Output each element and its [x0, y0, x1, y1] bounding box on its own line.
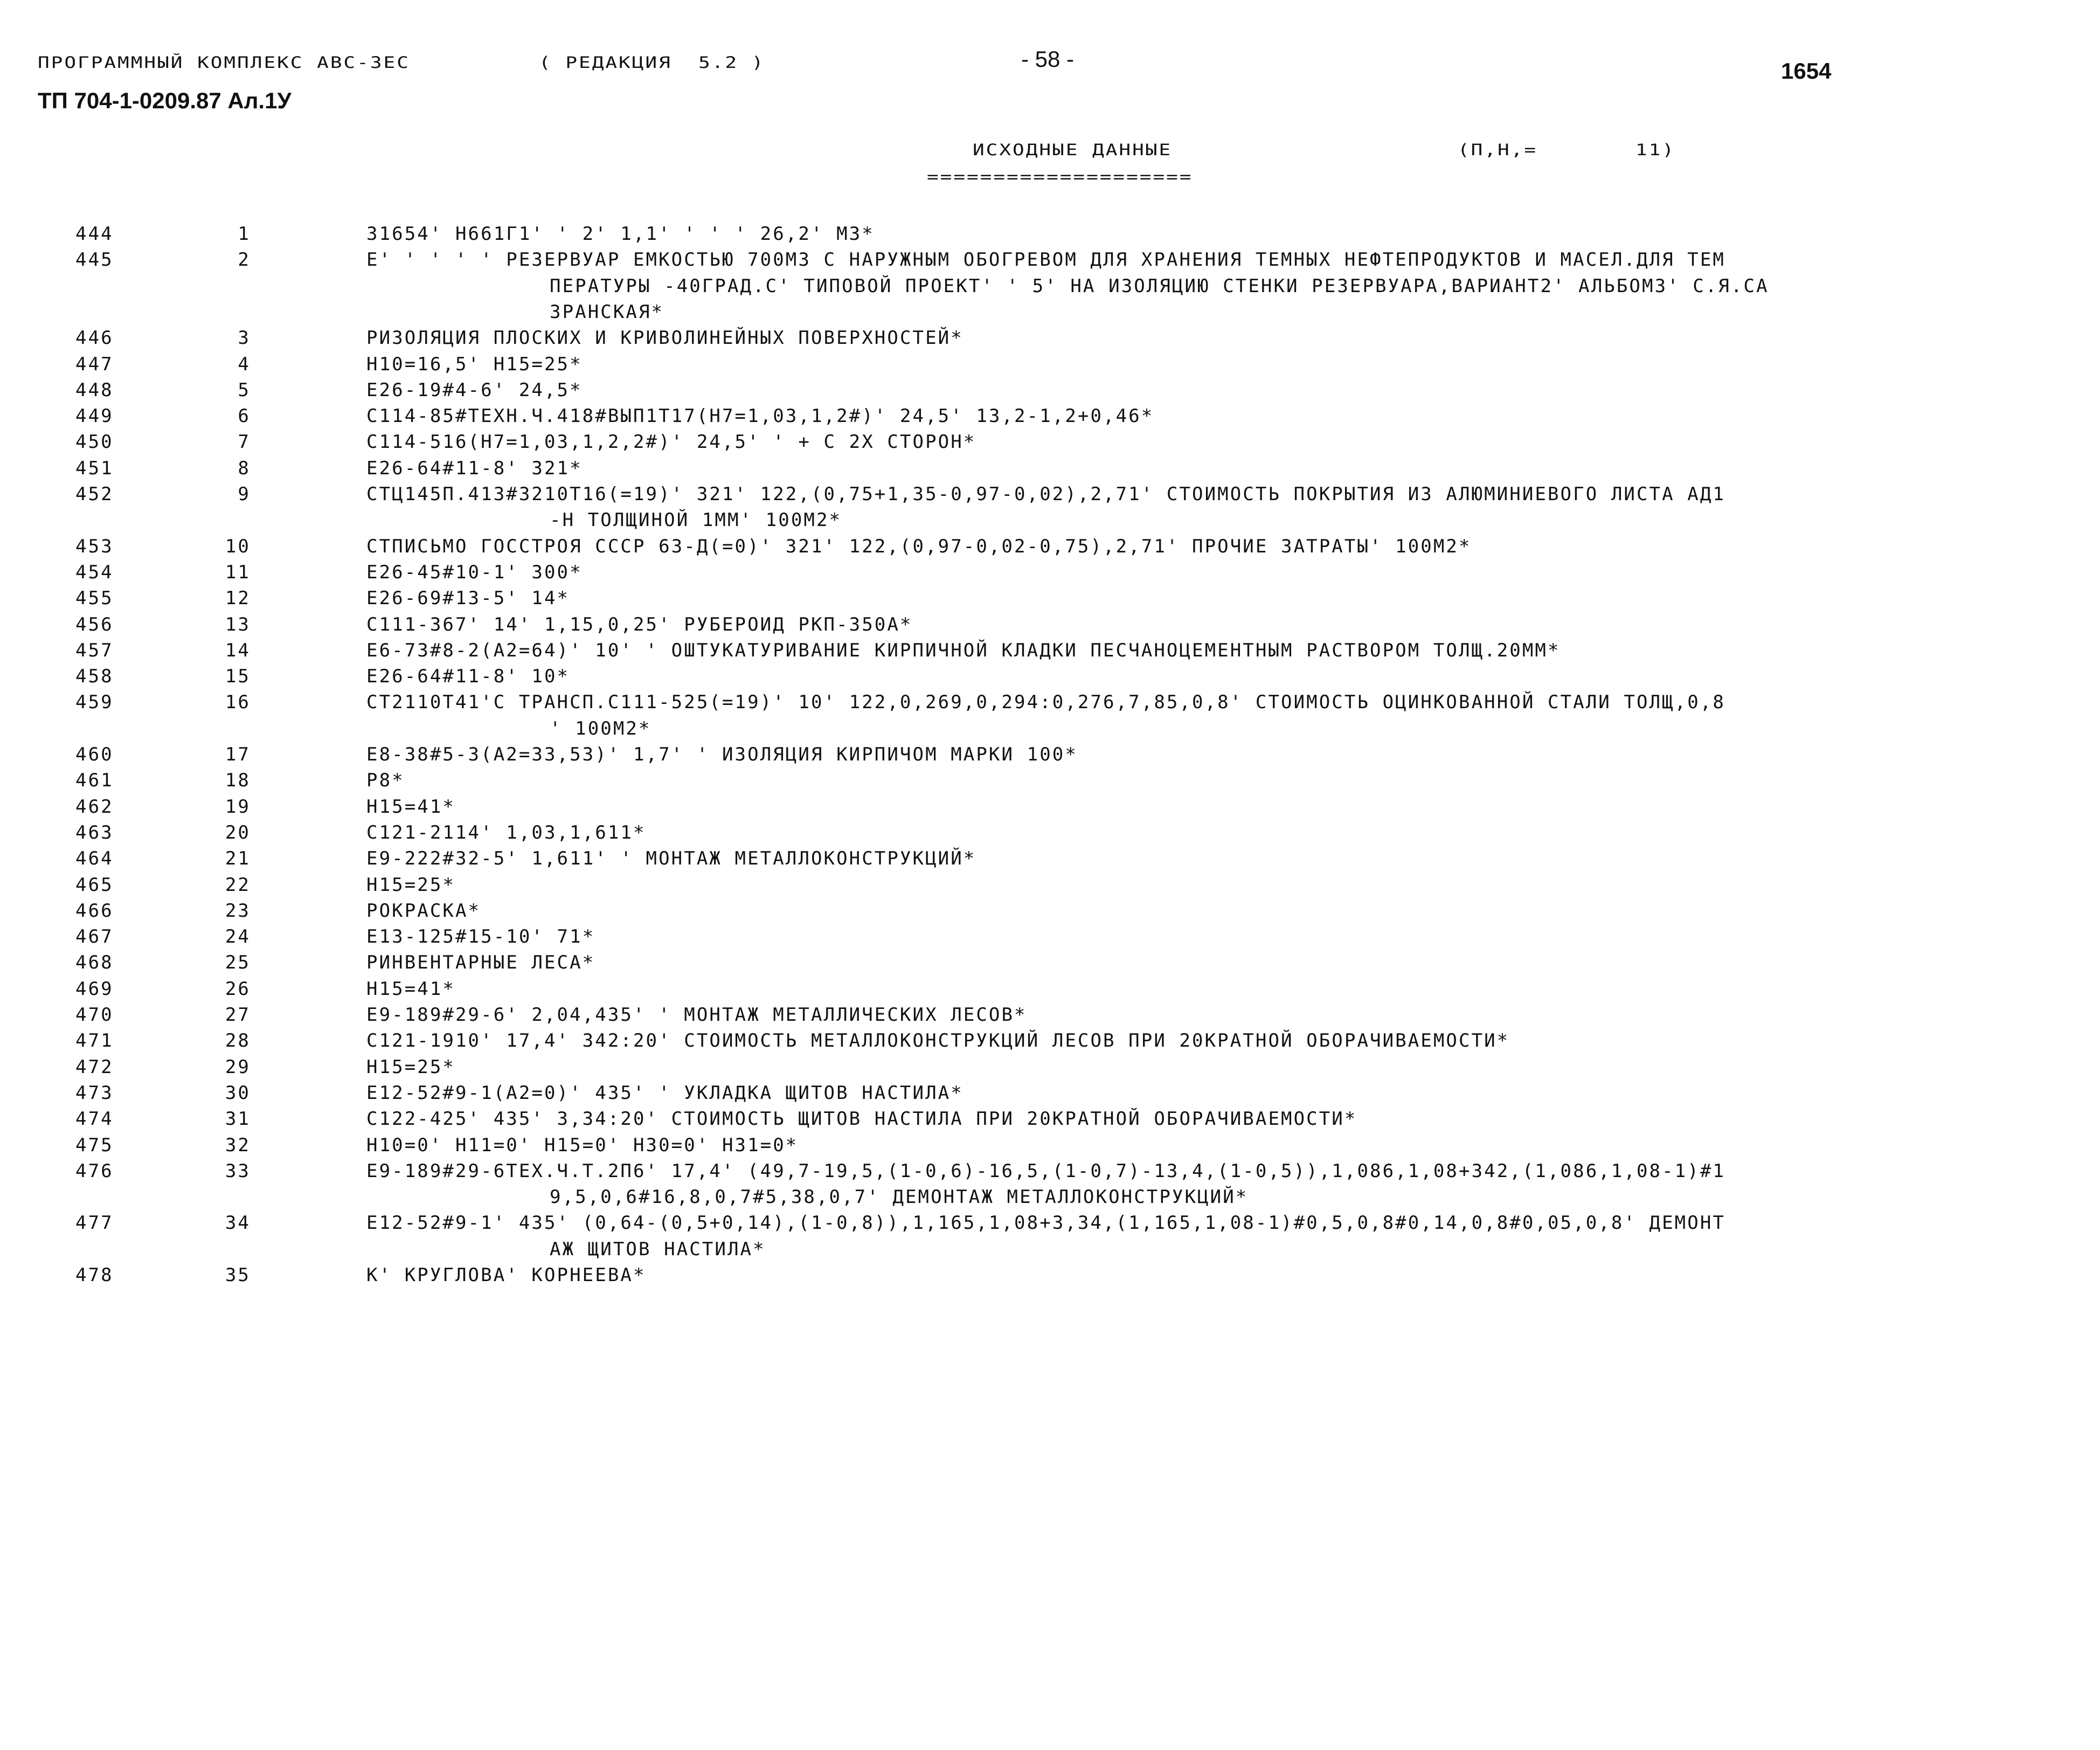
row-text: Н15=25* — [366, 874, 455, 896]
row-index: 31 — [225, 1108, 251, 1130]
row-index: 2 — [238, 249, 251, 271]
row-number: 465 — [75, 874, 114, 896]
row-number: 459 — [75, 691, 114, 714]
row-index: 19 — [225, 796, 251, 818]
row-index: 14 — [225, 639, 251, 661]
table-row — [0, 1132, 2100, 1158]
row-number: 477 — [75, 1212, 114, 1234]
row-text: Е26-64#11-8' 10* — [366, 666, 570, 688]
row-text-continuation: ПЕРАТУРЫ -40ГРАД.С' ТИПОВОЙ ПРОЕКТ' ' 5' НА ИЗОЛЯЦИЮ СТЕНКИ РЕЗЕРВУАРА,ВАРИАНТ2' АЛЬБОМ3' С.Я.СА — [550, 275, 1769, 297]
row-text: Е12-52#9-1(А2=0)' 435' ' УКЛАДКА ЩИТОВ НАСТИЛА* — [366, 1082, 964, 1104]
row-number: 449 — [75, 405, 114, 427]
table-row — [0, 612, 2100, 638]
row-text: Е13-125#15-10' 71* — [366, 926, 595, 948]
table-row — [0, 898, 2100, 924]
table-row — [0, 1106, 2100, 1132]
row-index: 35 — [225, 1264, 251, 1286]
row-text: Н15=25* — [366, 1056, 455, 1078]
table-row — [0, 221, 2100, 247]
row-number: 445 — [75, 249, 114, 271]
row-index: 26 — [225, 978, 251, 1000]
row-number: 478 — [75, 1264, 114, 1286]
table-row — [0, 481, 2100, 507]
row-text: Р8* — [366, 770, 405, 792]
sheet-number: 1654 — [1781, 58, 1832, 84]
project-code: ТП 704-1-0209.87 Ал.1У — [38, 88, 292, 113]
row-index: 11 — [225, 561, 251, 583]
table-row — [0, 950, 2100, 976]
section-value: 11) — [1635, 141, 1676, 160]
table-row — [0, 351, 2100, 377]
row-index: 9 — [238, 483, 251, 505]
row-index: 7 — [238, 431, 251, 453]
table-row — [0, 534, 2100, 559]
row-index: 20 — [225, 821, 251, 843]
row-index: 6 — [238, 405, 251, 427]
table-row — [0, 325, 2100, 351]
table-row — [0, 663, 2100, 689]
row-index: 18 — [225, 770, 251, 792]
row-text: С114-85#ТЕХН.Ч.418#ВЫП1Т17(Н7=1,03,1,2#)' 24,5' 13,2-1,2+0,46* — [366, 405, 1154, 427]
row-number: 455 — [75, 587, 114, 610]
row-index: 3 — [238, 327, 251, 349]
row-text: К' КРУГЛОВА' КОРНЕЕВА* — [366, 1264, 646, 1286]
row-number: 448 — [75, 379, 114, 401]
row-index: 28 — [225, 1030, 251, 1052]
row-number: 446 — [75, 327, 114, 349]
row-number: 471 — [75, 1030, 114, 1052]
row-text: С122-425' 435' 3,34:20' СТОИМОСТЬ ЩИТОВ НАСТИЛА ПРИ 20КРАТНОЙ ОБОРАЧИВАЕМОСТИ* — [366, 1108, 1357, 1130]
row-index: 23 — [225, 900, 251, 922]
table-row — [0, 1054, 2100, 1080]
row-text: Н15=41* — [366, 796, 455, 818]
row-text-continuation: ЗРАНСКАЯ* — [550, 301, 664, 323]
row-number: 460 — [75, 744, 114, 765]
row-index: 33 — [225, 1160, 251, 1182]
row-number: 474 — [75, 1108, 114, 1130]
table-row — [0, 872, 2100, 898]
row-number: 475 — [75, 1134, 114, 1156]
row-number: 456 — [75, 613, 114, 635]
row-index: 15 — [225, 666, 251, 688]
row-text: Н15=41* — [366, 978, 455, 1000]
row-text: РИЗОЛЯЦИЯ ПЛОСКИХ И КРИВОЛИНЕЙНЫХ ПОВЕРХНОСТЕЙ* — [366, 327, 964, 349]
row-index: 8 — [238, 457, 251, 479]
row-index: 22 — [225, 874, 251, 896]
program-name: ПРОГРАММНЫЙ КОМПЛЕКС АВС-3ЕС — [38, 54, 410, 72]
row-index: 21 — [225, 848, 251, 870]
row-number: 461 — [75, 770, 114, 792]
table-row — [0, 247, 2100, 273]
table-row — [0, 742, 2100, 767]
row-text: РОКРАСКА* — [366, 900, 481, 922]
row-index: 30 — [225, 1082, 251, 1104]
row-text: Е9-189#29-6ТЕХ.Ч.Т.2П6' 17,4' (49,7-19,5,(1-0,6)-16,5,(1-0,7)-13,4,(1-0,5)),1,086,1,08+342,(1,086,1,08-1)#1 — [366, 1160, 1725, 1182]
row-number: 466 — [75, 900, 114, 922]
row-number: 473 — [75, 1082, 114, 1104]
row-text: С121-2114' 1,03,1,611* — [366, 821, 646, 843]
table-row — [0, 689, 2100, 715]
row-number: 450 — [75, 431, 114, 453]
title-underline: ==================== — [927, 168, 1193, 186]
row-text-continuation: ' 100М2* — [550, 717, 652, 739]
table-row — [0, 1002, 2100, 1028]
row-text: 31654' Н661Г1' ' 2' 1,1' ' ' ' 26,2' М3* — [366, 223, 875, 245]
table-row — [0, 1028, 2100, 1054]
table-row — [0, 794, 2100, 820]
row-text: Е9-222#32-5' 1,611' ' МОНТАЖ МЕТАЛЛОКОНСТРУКЦИЙ* — [366, 848, 976, 870]
row-text: Е26-45#10-1' 300* — [366, 561, 583, 583]
table-row — [0, 820, 2100, 846]
row-text: Е8-38#5-3(А2=33,53)' 1,7' ' ИЗОЛЯЦИЯ КИРПИЧОМ МАРКИ 100* — [366, 744, 1078, 765]
page-number: - 58 - — [1021, 46, 1075, 72]
row-index: 10 — [225, 535, 251, 557]
row-text: Н10=0' Н11=0' Н15=0' Н30=0' Н31=0* — [366, 1134, 799, 1156]
row-index: 27 — [225, 1004, 251, 1026]
row-number: 452 — [75, 483, 114, 505]
edition-label: ( РЕДАКЦИЯ 5.2 ) — [539, 54, 765, 72]
row-number: 444 — [75, 223, 114, 245]
table-row — [0, 1158, 2100, 1184]
table-row — [0, 638, 2100, 663]
row-index: 32 — [225, 1134, 251, 1156]
row-number: 470 — [75, 1004, 114, 1026]
row-text: С111-367' 14' 1,15,0,25' РУБЕРОИД РКП-350А* — [366, 613, 913, 635]
row-index: 13 — [225, 613, 251, 635]
row-number: 454 — [75, 561, 114, 583]
section-label: (П,Н,= — [1458, 141, 1538, 160]
document-title: ИСХОДНЫЕ ДАННЫЕ — [973, 141, 1173, 160]
table-row — [0, 924, 2100, 950]
row-text: СТ2110Т41'С ТРАНСП.С111-525(=19)' 10' 122,0,269,0,294:0,276,7,85,0,8' СТОИМОСТЬ ОЦИНКОВАННОЙ СТАЛИ ТОЛЩ,0,8 — [366, 691, 1725, 714]
table-row — [0, 559, 2100, 585]
row-number: 476 — [75, 1160, 114, 1182]
table-row — [0, 403, 2100, 429]
row-text: Е12-52#9-1' 435' (0,64-(0,5+0,14),(1-0,8)),1,165,1,08+3,34,(1,165,1,08-1)#0,5,0,8#0,14,0,8#0,05,0,8' ДЕМОНТ — [366, 1212, 1725, 1234]
row-text: Е6-73#8-2(А2=64)' 10' ' ОШТУКАТУРИВАНИЕ КИРПИЧНОЙ КЛАДКИ ПЕСЧАНОЦЕМЕНТНЫМ РАСТВОРОМ ТОЛЩ.20ММ* — [366, 639, 1561, 661]
row-text: Е26-69#13-5' 14* — [366, 587, 570, 610]
row-number: 457 — [75, 639, 114, 661]
row-number: 463 — [75, 821, 114, 843]
table-row — [0, 976, 2100, 1002]
table-row — [0, 846, 2100, 871]
row-text: С114-516(Н7=1,03,1,2,2#)' 24,5' ' + С 2Х СТОРОН* — [366, 431, 976, 453]
row-text-continuation: 9,5,0,6#16,8,0,7#5,38,0,7' ДЕМОНТАЖ МЕТАЛЛОКОНСТРУКЦИЙ* — [550, 1186, 1249, 1208]
table-row — [0, 1262, 2100, 1288]
row-index: 24 — [225, 926, 251, 948]
row-number: 468 — [75, 952, 114, 974]
row-index: 29 — [225, 1056, 251, 1078]
row-text-continuation: АЖ ЩИТОВ НАСТИЛА* — [550, 1238, 766, 1260]
table-row — [0, 767, 2100, 793]
row-number: 462 — [75, 796, 114, 818]
row-text: Е9-189#29-6' 2,04,435' ' МОНТАЖ МЕТАЛЛИЧЕСКИХ ЛЕСОВ* — [366, 1004, 1027, 1026]
table-row — [0, 377, 2100, 403]
table-row — [0, 1210, 2100, 1236]
row-text: СТПИСЬМО ГОССТРОЯ СССР 63-Д(=0)' 321' 122,(0,97-0,02-0,75),2,71' ПРОЧИЕ ЗАТРАТЫ' 100М2* — [366, 535, 1472, 557]
row-text: Н10=16,5' Н15=25* — [366, 353, 583, 375]
row-number: 467 — [75, 926, 114, 948]
row-index: 1 — [238, 223, 251, 245]
row-index: 17 — [225, 744, 251, 765]
row-index: 34 — [225, 1212, 251, 1234]
row-text: Е26-64#11-8' 321* — [366, 457, 583, 479]
row-index: 25 — [225, 952, 251, 974]
row-text: Е26-19#4-6' 24,5* — [366, 379, 583, 401]
row-number: 464 — [75, 848, 114, 870]
row-index: 12 — [225, 587, 251, 610]
row-number: 453 — [75, 535, 114, 557]
table-row — [0, 429, 2100, 455]
row-number: 469 — [75, 978, 114, 1000]
table-row — [0, 585, 2100, 611]
row-number: 472 — [75, 1056, 114, 1078]
row-text-continuation: -Н ТОЛЩИНОЙ 1ММ' 100М2* — [550, 509, 842, 531]
row-text: СТЦ145П.413#3210Т16(=19)' 321' 122,(0,75+1,35-0,97-0,02),2,71' СТОИМОСТЬ ПОКРЫТИЯ ИЗ АЛЮМИНИЕВОГО ЛИСТА АД1 — [366, 483, 1725, 505]
row-text: Е' ' ' ' ' РЕЗЕРВУАР ЕМКОСТЬЮ 700М3 С НАРУЖНЫМ ОБОГРЕВОМ ДЛЯ ХРАНЕНИЯ ТЕМНЫХ НЕФТЕПРОДУКТОВ И МАСЕЛ.ДЛЯ ТЕМ — [366, 249, 1725, 271]
row-number: 451 — [75, 457, 114, 479]
table-row — [0, 1080, 2100, 1106]
row-index: 4 — [238, 353, 251, 375]
row-text: РИНВЕНТАРНЫЕ ЛЕСА* — [366, 952, 595, 974]
table-row — [0, 455, 2100, 481]
row-index: 16 — [225, 691, 251, 714]
row-number: 447 — [75, 353, 114, 375]
row-text: С121-1910' 17,4' 342:20' СТОИМОСТЬ МЕТАЛЛОКОНСТРУКЦИЙ ЛЕСОВ ПРИ 20КРАТНОЙ ОБОРАЧИВАЕМОСТИ* — [366, 1030, 1510, 1052]
row-number: 458 — [75, 666, 114, 688]
row-index: 5 — [238, 379, 251, 401]
